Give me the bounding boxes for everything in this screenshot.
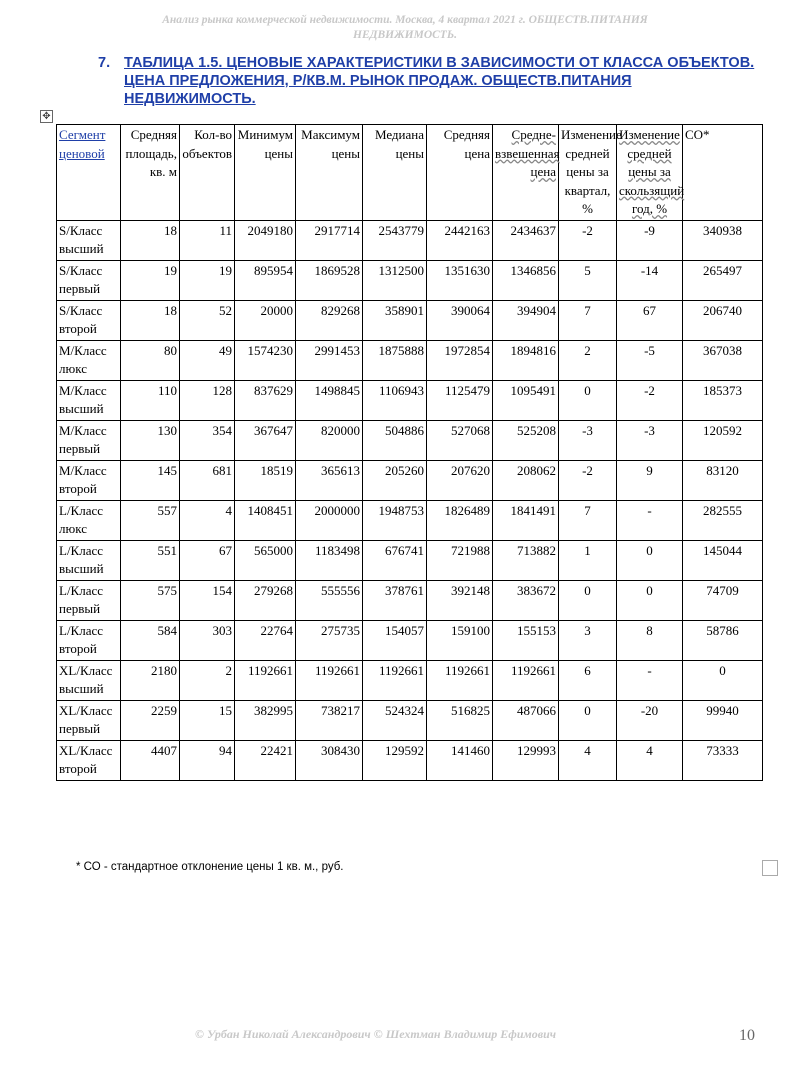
- table-cell: 7: [559, 300, 617, 340]
- table-cell: 1192661: [296, 660, 363, 700]
- page-number: 10: [739, 1027, 755, 1044]
- segment-cell: S/Класс высший: [57, 220, 121, 260]
- table-cell: 154: [180, 580, 235, 620]
- table-cell: 713882: [493, 540, 559, 580]
- segment-cell: XL/Класс высший: [57, 660, 121, 700]
- table-cell: 2: [559, 340, 617, 380]
- table-cell: -5: [617, 340, 683, 380]
- table-cell: 487066: [493, 700, 559, 740]
- table-row: [57, 340, 763, 380]
- table-cell: 67: [180, 540, 235, 580]
- table-cell: 3: [559, 620, 617, 660]
- table-cell: 1498845: [296, 380, 363, 420]
- table-cell: 2442163: [427, 220, 493, 260]
- table-cell: 1346856: [493, 260, 559, 300]
- table-cell: -20: [617, 700, 683, 740]
- table-cell: 367038: [683, 340, 763, 380]
- table-cell: 1192661: [363, 660, 427, 700]
- table-cell: 2049180: [235, 220, 296, 260]
- table-cell: 205260: [363, 460, 427, 500]
- table-cell: -: [617, 500, 683, 540]
- table-cell: 18519: [235, 460, 296, 500]
- table-cell: 159100: [427, 620, 493, 660]
- table-cell: -3: [617, 420, 683, 460]
- table-cell: 738217: [296, 700, 363, 740]
- table-cell: 99940: [683, 700, 763, 740]
- table-cell: 1: [559, 540, 617, 580]
- col-header-quarter-change: Изменение средней цены за квартал, %: [559, 125, 617, 221]
- table-cell: 129592: [363, 740, 427, 780]
- table-cell: 1948753: [363, 500, 427, 540]
- running-header-line1: Анализ рынка коммерческой недвижимости. Москва, 4 квартал 2021 г. ОБЩЕСТВ.ПИТАНИЯ: [162, 14, 648, 26]
- segment-cell: L/Класс люкс: [57, 500, 121, 540]
- table-cell: 504886: [363, 420, 427, 460]
- table-cell: 551: [121, 540, 180, 580]
- price-table: [56, 124, 763, 781]
- table-cell: 141460: [427, 740, 493, 780]
- table-cell: 2991453: [296, 340, 363, 380]
- table-cell: 7: [559, 500, 617, 540]
- table-cell: 1351630: [427, 260, 493, 300]
- segment-cell: L/Класс высший: [57, 540, 121, 580]
- table-cell: 94: [180, 740, 235, 780]
- table-cell: 206740: [683, 300, 763, 340]
- table-header-row: [57, 125, 763, 221]
- table-cell: 1875888: [363, 340, 427, 380]
- table-cell: 1826489: [427, 500, 493, 540]
- table-cell: 383672: [493, 580, 559, 620]
- table-cell: 1192661: [235, 660, 296, 700]
- table-body: [57, 220, 763, 780]
- table-cell: 120592: [683, 420, 763, 460]
- footnote: * СО - стандартное отклонение цены 1 кв. м., руб.: [76, 861, 344, 873]
- table-cell: 525208: [493, 420, 559, 460]
- table-cell: 820000: [296, 420, 363, 460]
- table-cell: 676741: [363, 540, 427, 580]
- table-cell: 9: [617, 460, 683, 500]
- segment-cell: M/Класс люкс: [57, 340, 121, 380]
- segment-cell: L/Класс первый: [57, 580, 121, 620]
- table-cell: 0: [559, 580, 617, 620]
- table-row: [57, 540, 763, 580]
- col-header-avg-price: Средняя цена: [427, 125, 493, 221]
- table-cell: 130: [121, 420, 180, 460]
- table-cell: 22764: [235, 620, 296, 660]
- table-cell: 4: [617, 740, 683, 780]
- table-cell: 390064: [427, 300, 493, 340]
- table-cell: 303: [180, 620, 235, 660]
- table-cell: 279268: [235, 580, 296, 620]
- table-cell: 340938: [683, 220, 763, 260]
- running-header-line2: НЕДВИЖИМОСТЬ.: [353, 29, 457, 41]
- table-cell: -14: [617, 260, 683, 300]
- table-cell: 49: [180, 340, 235, 380]
- table-cell: -2: [617, 380, 683, 420]
- table-cell: 1312500: [363, 260, 427, 300]
- running-header: [100, 13, 710, 43]
- table-cell: 1408451: [235, 500, 296, 540]
- table-row: [57, 580, 763, 620]
- segment-cell: XL/Класс первый: [57, 700, 121, 740]
- table-cell: 155153: [493, 620, 559, 660]
- table-row: [57, 620, 763, 660]
- table-cell: 2543779: [363, 220, 427, 260]
- table-cell: 837629: [235, 380, 296, 420]
- section-number: 7.: [98, 55, 111, 71]
- table-cell: 721988: [427, 540, 493, 580]
- table-cell: 2434637: [493, 220, 559, 260]
- table-cell: 110: [121, 380, 180, 420]
- table-cell: 354: [180, 420, 235, 460]
- table-row: [57, 260, 763, 300]
- table-cell: 154057: [363, 620, 427, 660]
- table-row: [57, 300, 763, 340]
- table-cell: -2: [559, 460, 617, 500]
- table-cell: 516825: [427, 700, 493, 740]
- table-cell: 22421: [235, 740, 296, 780]
- segment-cell: S/Класс первый: [57, 260, 121, 300]
- table-row: [57, 660, 763, 700]
- table-cell: 1192661: [427, 660, 493, 700]
- table-cell: 67: [617, 300, 683, 340]
- table-cell: 557: [121, 500, 180, 540]
- table-row: [57, 700, 763, 740]
- table-cell: 5: [559, 260, 617, 300]
- table-cell: 58786: [683, 620, 763, 660]
- table-cell: 2180: [121, 660, 180, 700]
- col-header-avg-area: Средняя площадь, кв. м: [121, 125, 180, 221]
- table-cell: 1095491: [493, 380, 559, 420]
- table-cell: 2000000: [296, 500, 363, 540]
- table-cell: 4: [180, 500, 235, 540]
- table-cell: 378761: [363, 580, 427, 620]
- table-cell: 565000: [235, 540, 296, 580]
- table-row: [57, 500, 763, 540]
- table-cell: 52: [180, 300, 235, 340]
- segment-cell: M/Класс первый: [57, 420, 121, 460]
- table-cell: 2259: [121, 700, 180, 740]
- table-cell: 308430: [296, 740, 363, 780]
- table-cell: 8: [617, 620, 683, 660]
- table-cell: -9: [617, 220, 683, 260]
- col-header-max-price: Максимум цены: [296, 125, 363, 221]
- table-cell: 681: [180, 460, 235, 500]
- col-header-min-price: Минимум цены: [235, 125, 296, 221]
- table-row: [57, 420, 763, 460]
- col-header-segment[interactable]: Сегмент ценовой: [57, 125, 121, 221]
- table-cell: 73333: [683, 740, 763, 780]
- table-cell: 4407: [121, 740, 180, 780]
- table-cell: 18: [121, 220, 180, 260]
- segment-cell: L/Класс второй: [57, 620, 121, 660]
- table-cell: 0: [617, 540, 683, 580]
- table-cell: 19: [180, 260, 235, 300]
- table-cell: 128: [180, 380, 235, 420]
- table-cell: 0: [559, 700, 617, 740]
- table-cell: 83120: [683, 460, 763, 500]
- table-row: [57, 460, 763, 500]
- table-cell: 2917714: [296, 220, 363, 260]
- table-row: [57, 380, 763, 420]
- table-cell: 129993: [493, 740, 559, 780]
- table-cell: 11: [180, 220, 235, 260]
- table-cell: 365613: [296, 460, 363, 500]
- table-cell: 1972854: [427, 340, 493, 380]
- segment-cell: M/Класс второй: [57, 460, 121, 500]
- table-row: [57, 740, 763, 780]
- table-cell: 1894816: [493, 340, 559, 380]
- table-cell: 575: [121, 580, 180, 620]
- table-cell: 1106943: [363, 380, 427, 420]
- table-cell: 0: [559, 380, 617, 420]
- table-cell: 1125479: [427, 380, 493, 420]
- table-cell: 275735: [296, 620, 363, 660]
- table-cell: 1183498: [296, 540, 363, 580]
- segment-cell: M/Класс высший: [57, 380, 121, 420]
- segment-cell: XL/Класс второй: [57, 740, 121, 780]
- col-header-year-change: Изменение средней цены за скользящий год, %: [617, 125, 683, 221]
- table-cell: 1841491: [493, 500, 559, 540]
- table-cell: 18: [121, 300, 180, 340]
- col-header-weighted-price: Средне-взвешенная цена: [493, 125, 559, 221]
- section-title[interactable]: [98, 54, 758, 108]
- table-cell: 555556: [296, 580, 363, 620]
- col-header-count: Кол-во объектов: [180, 125, 235, 221]
- table-cell: 392148: [427, 580, 493, 620]
- corner-marker: [762, 860, 778, 876]
- table-cell: 4: [559, 740, 617, 780]
- table-cell: 1574230: [235, 340, 296, 380]
- table-cell: 208062: [493, 460, 559, 500]
- table-cell: 367647: [235, 420, 296, 460]
- table-cell: 185373: [683, 380, 763, 420]
- table-cell: 829268: [296, 300, 363, 340]
- table-cell: 895954: [235, 260, 296, 300]
- table-cell: 394904: [493, 300, 559, 340]
- table-cell: 1869528: [296, 260, 363, 300]
- table-cell: -: [617, 660, 683, 700]
- table-cell: 524324: [363, 700, 427, 740]
- table-move-handle-icon[interactable]: ✥: [40, 110, 53, 123]
- table-cell: -2: [559, 220, 617, 260]
- table-cell: 584: [121, 620, 180, 660]
- table-cell: 282555: [683, 500, 763, 540]
- table-cell: 145: [121, 460, 180, 500]
- table-cell: -3: [559, 420, 617, 460]
- table-cell: 382995: [235, 700, 296, 740]
- table-cell: 15: [180, 700, 235, 740]
- table-cell: 0: [683, 660, 763, 700]
- table-cell: 527068: [427, 420, 493, 460]
- table-cell: 1192661: [493, 660, 559, 700]
- table-cell: 207620: [427, 460, 493, 500]
- section-title-text[interactable]: ТАБЛИЦА 1.5. ЦЕНОВЫЕ ХАРАКТЕРИСТИКИ В ЗАВИСИМОСТИ ОТ КЛАССА ОБЪЕКТОВ. ЦЕНА ПРЕДЛОЖЕНИЯ, Р/КВ.М. РЫНОК ПРОДАЖ. ОБЩЕСТВ.ПИТАНИЯ НЕДВИЖИМОСТЬ.: [124, 55, 755, 107]
- table-cell: 358901: [363, 300, 427, 340]
- table-cell: 80: [121, 340, 180, 380]
- table-cell: 265497: [683, 260, 763, 300]
- table-cell: 145044: [683, 540, 763, 580]
- table-cell: 74709: [683, 580, 763, 620]
- col-header-median-price: Медиана цены: [363, 125, 427, 221]
- table-cell: 0: [617, 580, 683, 620]
- table-cell: 20000: [235, 300, 296, 340]
- segment-cell: S/Класс второй: [57, 300, 121, 340]
- table-cell: 2: [180, 660, 235, 700]
- table-row: [57, 220, 763, 260]
- table-cell: 6: [559, 660, 617, 700]
- col-header-std-dev: СО*: [683, 125, 763, 221]
- table-cell: 19: [121, 260, 180, 300]
- copyright-footer: © Урбан Николай Александрович © Шехтман Владимир Ефимович: [195, 1027, 557, 1041]
